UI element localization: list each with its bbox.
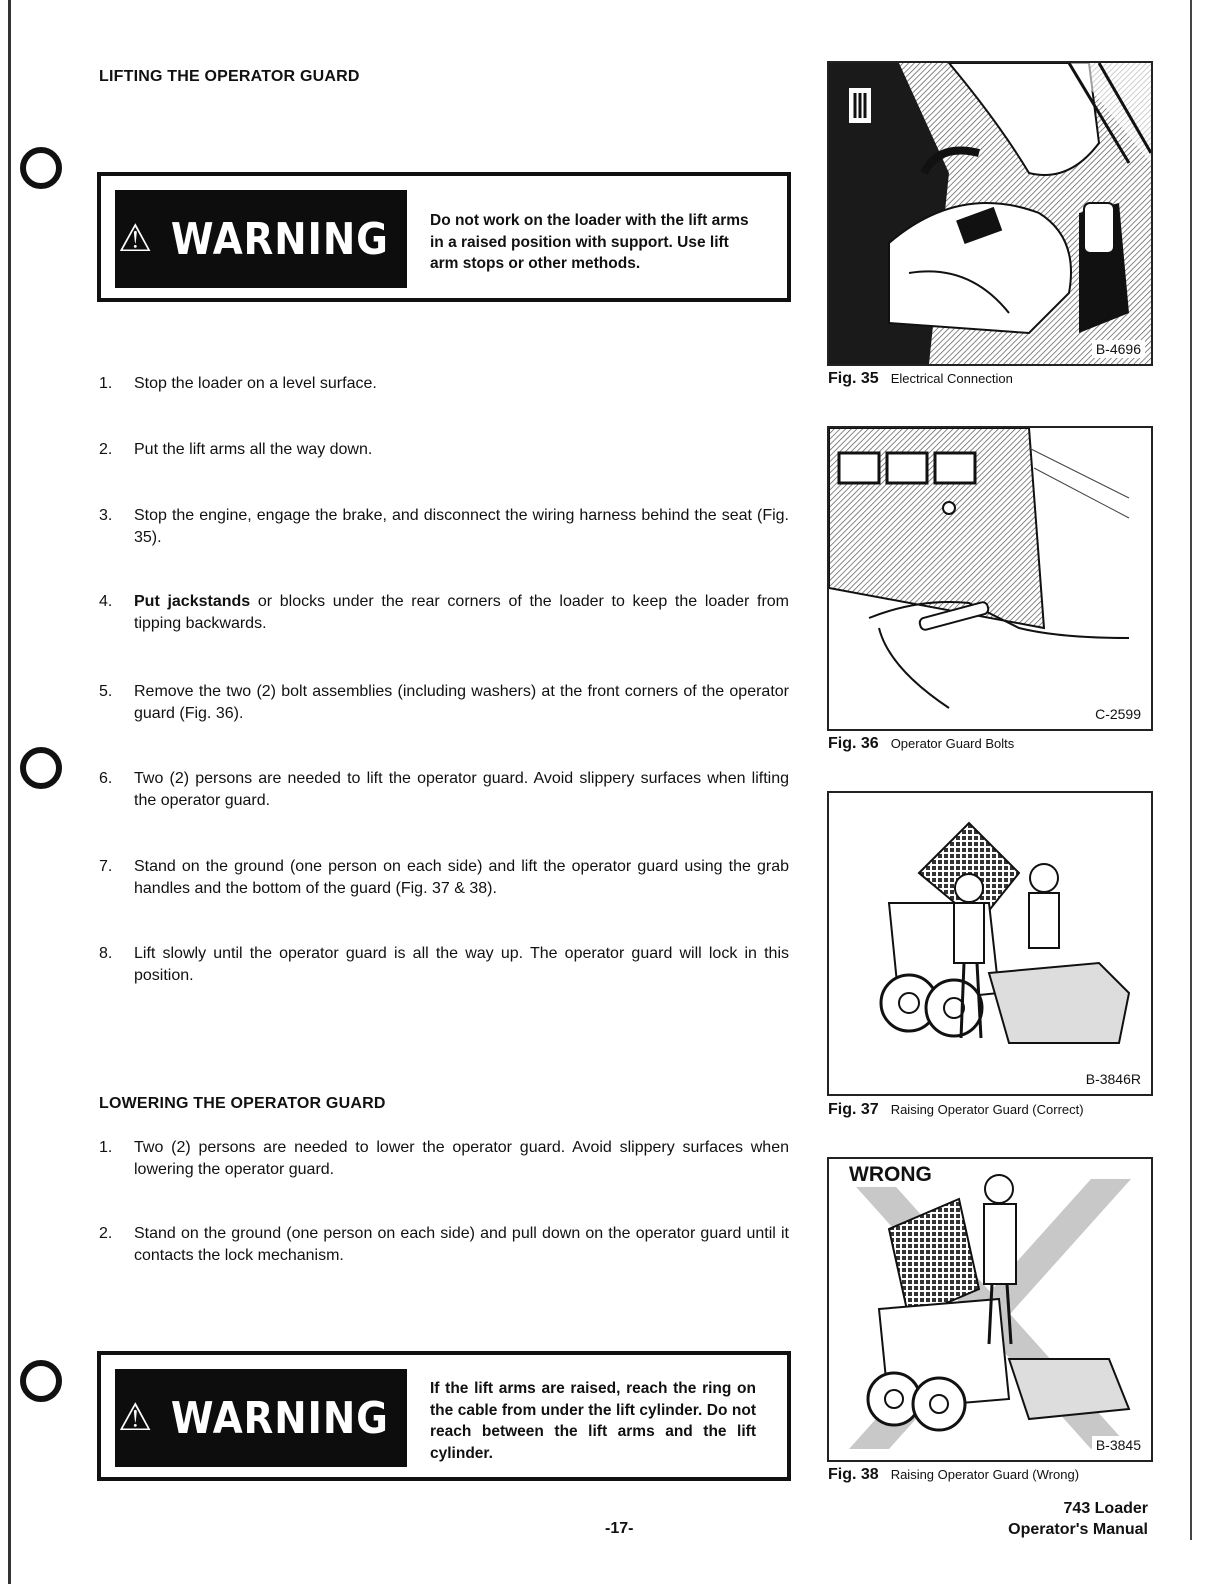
figure-36-caption (828, 735, 1014, 753)
figure-35-caption (828, 370, 1013, 388)
figure-caption-text: Raising Operator Guard (Wrong) (890, 1467, 1080, 1482)
binder-hole-middle (20, 747, 62, 789)
electrical-connection-illustration (829, 63, 1151, 364)
step-number: 8. (99, 945, 113, 962)
page-number: -17- (605, 1520, 634, 1537)
section-title-lowering: LOWERING THE OPERATOR GUARD (99, 1095, 386, 1112)
figure-code: B-3845 (1092, 1436, 1145, 1454)
section-title-lifting: LIFTING THE OPERATOR GUARD (99, 68, 360, 85)
figure-38-caption (828, 1466, 1079, 1484)
list-item (99, 373, 789, 395)
figure-caption-text: Raising Operator Guard (Correct) (890, 1102, 1084, 1117)
step-number: 5. (99, 683, 113, 700)
figure-37-caption (828, 1101, 1084, 1119)
figure-code: C-2599 (1091, 705, 1145, 723)
page-left-edge (8, 0, 11, 1584)
list-item (99, 943, 789, 987)
step-text: Stop the loader on a level surface. (134, 375, 377, 392)
warning-badge (115, 1369, 407, 1467)
list-item (99, 439, 789, 461)
raising-guard-correct-illustration (829, 793, 1151, 1094)
step-text-with-emphasis (134, 591, 789, 635)
step-number: 6. (99, 770, 113, 787)
figure-number: Fig. 38 (828, 1466, 879, 1483)
figure-caption-text: Electrical Connection (890, 371, 1013, 386)
step-number: 3. (99, 507, 113, 524)
operator-guard-bolts-illustration (829, 428, 1151, 729)
figure-number: Fig. 35 (828, 370, 879, 387)
figure-36-image (827, 426, 1153, 731)
list-item (99, 1137, 789, 1181)
figure-number: Fig. 37 (828, 1101, 879, 1118)
list-item (99, 591, 789, 635)
manual-title-line2: Operator's Manual (1008, 1521, 1148, 1538)
warning-text-2: If the lift arms are raised, reach the ring on the cable from under the lift cylinder. Do not reach between the lift arms and the lift cylinder. (430, 1380, 756, 1462)
step-number: 1. (99, 1139, 113, 1156)
figure-38-image (827, 1157, 1153, 1462)
wrong-label: WRONG (845, 1163, 936, 1187)
figure-number: Fig. 36 (828, 735, 879, 752)
list-item (99, 681, 789, 725)
list-item (99, 768, 789, 812)
warning-badge-label: WARNING (171, 213, 389, 265)
manual-title (1008, 1498, 1148, 1540)
step-number: 7. (99, 858, 113, 875)
list-item (99, 1223, 789, 1267)
warning-badge (115, 190, 407, 288)
warning-triangle-icon: ⚠ (118, 218, 153, 260)
step-number: 4. (99, 593, 113, 610)
step-text: Stand on the ground (one person on each side) and pull down on the operator guard until it contacts the lock mechanism. (134, 1225, 789, 1264)
binder-hole-bottom (20, 1360, 62, 1402)
warning-badge-label: WARNING (171, 1392, 389, 1444)
page-right-edge (1190, 0, 1192, 1540)
step-text: or blocks under the rear corners of the loader to keep the loader from tipping backwards. (134, 593, 789, 632)
manual-title-line1: 743 Loader (1063, 1500, 1148, 1517)
step-number: 2. (99, 441, 113, 458)
figure-37-image (827, 791, 1153, 1096)
figure-code: B-4696 (1092, 340, 1145, 358)
figure-caption-text: Operator Guard Bolts (890, 736, 1015, 751)
step-number: 1. (99, 375, 113, 392)
figure-35-image (827, 61, 1153, 366)
step-emphasis: Put jackstands (134, 593, 251, 610)
step-text: Two (2) persons are needed to lower the operator guard. Avoid slippery surfaces when lowering the operator guard. (134, 1139, 789, 1178)
list-item (99, 856, 789, 900)
step-text: Lift slowly until the operator guard is all the way up. The operator guard will lock in this position. (134, 945, 789, 984)
step-text: Remove the two (2) bolt assemblies (including washers) at the front corners of the operator guard (Fig. 36). (134, 683, 789, 722)
binder-hole-top (20, 147, 62, 189)
raising-guard-wrong-illustration (829, 1159, 1151, 1460)
warning-text-1: Do not work on the loader with the lift arms in a raised position with support. Use lift arm stops or other methods. (430, 212, 749, 272)
warning-box-2 (97, 1351, 791, 1481)
step-text: Put the lift arms all the way down. (134, 441, 373, 458)
figure-code: B-3846R (1082, 1070, 1145, 1088)
warning-box-1 (97, 172, 791, 302)
step-number: 2. (99, 1225, 113, 1242)
step-text: Two (2) persons are needed to lift the operator guard. Avoid slippery surfaces when lifting the operator guard. (134, 770, 789, 809)
warning-triangle-icon: ⚠ (118, 1397, 153, 1439)
step-text: Stand on the ground (one person on each side) and lift the operator guard using the grab handles and the bottom of the guard (Fig. 37 & 38). (134, 858, 789, 897)
list-item (99, 505, 789, 549)
step-text: Stop the engine, engage the brake, and disconnect the wiring harness behind the seat (Fig. 35). (134, 507, 789, 546)
